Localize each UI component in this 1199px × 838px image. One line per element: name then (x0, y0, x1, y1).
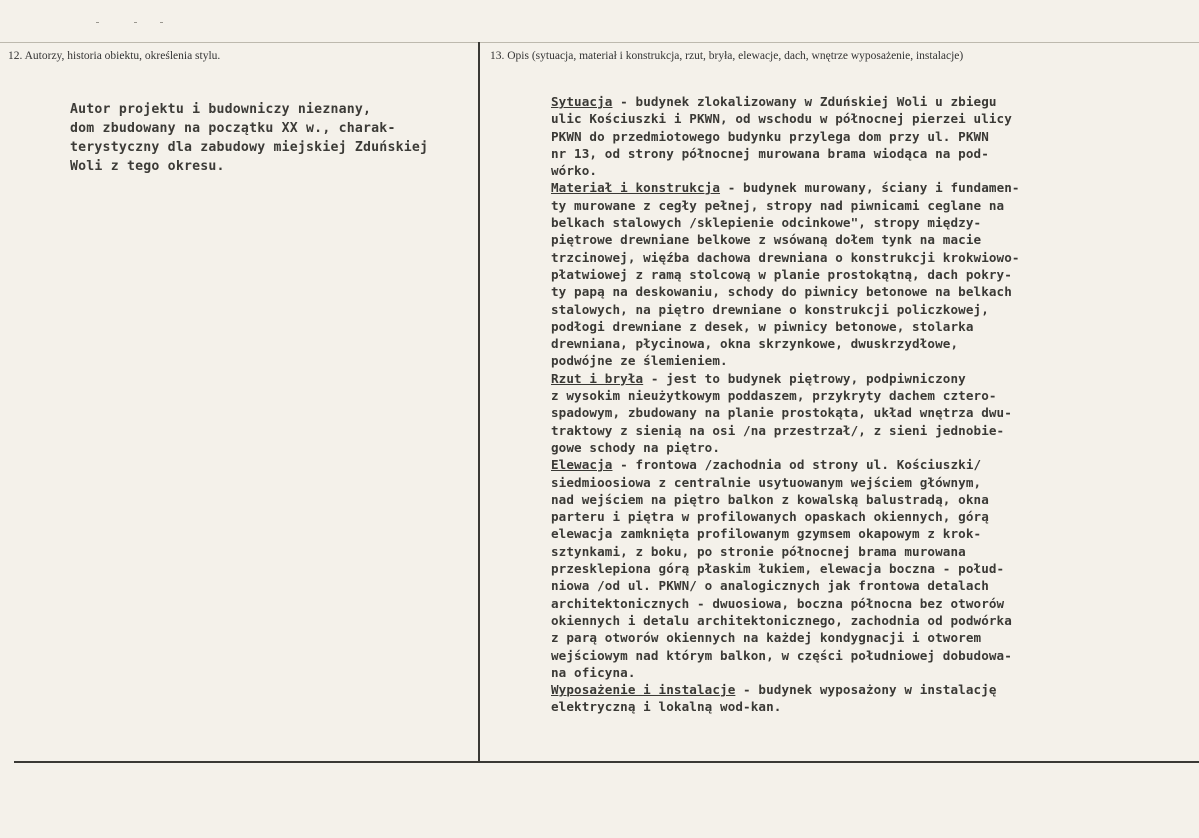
field-13-line (551, 664, 1196, 681)
section-text: ulic Kościuszki i PKWN, od wschodu w północnej pierzei ulicy (551, 111, 1012, 127)
section-text: okiennych i detalu architektonicznego, zachodnia od podwórka (551, 612, 1012, 628)
section-text: - frontowa /zachodnia od strony ul. Kościuszki/ (612, 457, 982, 473)
field-13-line (551, 335, 1196, 352)
section-text: na oficyna. (551, 664, 636, 680)
section-text: siedmioosiowa z centralnie usytuowanym wejściem głównym, (551, 474, 982, 490)
field-13-line (551, 283, 1196, 300)
field-13-line (551, 595, 1196, 612)
section-text: wejściowym nad którym balkon, w części południowej dobudowa- (551, 647, 1012, 663)
section-text: piętrowe drewniane belkowe z wsówaną dołem tynk na macie (551, 232, 982, 248)
section-text: z parą otworów okiennych na każdej kondygnacji i otworem (551, 630, 982, 646)
field-13-line (551, 422, 1196, 439)
field-13-line (551, 508, 1196, 525)
field-13-line (551, 439, 1196, 456)
section-text: - budynek murowany, ściany i fundamen- (720, 180, 1020, 196)
section-text: ty murowane z cegły pełnej, stropy nad piwnicami ceglane na (551, 197, 1005, 213)
section-text: stalowych, na piętro drewniane o konstrukcji policzkowej, (551, 301, 989, 317)
field-13-line (551, 491, 1196, 508)
field-13-line (551, 474, 1196, 491)
section-text: - budynek wyposażony w instalację (735, 682, 997, 698)
field-13-line (551, 698, 1196, 715)
field-13-line (551, 179, 1196, 196)
field-13-line (551, 110, 1196, 127)
field-13-line (551, 145, 1196, 162)
section-text: podwójne ze ślemieniem. (551, 353, 728, 369)
section-text: PKWN do przedmiotowego budynku przylega dom przy ul. PKWN (551, 128, 989, 144)
field-13-line (551, 525, 1196, 542)
field-13-line (551, 577, 1196, 594)
field-13-line (551, 214, 1196, 231)
paper-speck (96, 22, 99, 23)
section-text: elewacja zamknięta profilowanym gzymsem okapowym z krok- (551, 526, 982, 542)
field-13-line (551, 370, 1196, 387)
field-12-line: Woli z tego okresu. (70, 159, 225, 174)
field-13-line (551, 266, 1196, 283)
section-text: elektryczną i lokalną wod-kan. (551, 699, 782, 715)
field-12-label: 12. Autorzy, historia obiektu, określenia stylu. (8, 50, 221, 62)
field-12-text (70, 100, 530, 176)
field-13-line (551, 543, 1196, 560)
header-rule (0, 42, 1199, 43)
field-13-line (551, 629, 1196, 646)
field-13-line (551, 404, 1196, 421)
field-13-line (551, 560, 1196, 577)
field-13-line (551, 128, 1196, 145)
field-13-line (551, 231, 1196, 248)
section-text: płatwiowej z ramą stolcową w planie prostokątną, dach pokry- (551, 266, 1012, 282)
field-13-line (551, 93, 1196, 110)
field-13-line (551, 301, 1196, 318)
paper-speck (160, 22, 163, 23)
section-text: niowa /od ul. PKWN/ o analogicznych jak frontowa detalach (551, 578, 989, 594)
paper-speck (134, 22, 137, 23)
section-text: spadowym, zbudowany na planie prostokąta, układ wnętrza dwu- (551, 405, 1012, 421)
field-13-line (551, 681, 1196, 698)
field-13-line (551, 647, 1196, 664)
field-13-line (551, 387, 1196, 404)
field-13-label: 13. Opis (sytuacja, materiał i konstrukcja, rzut, bryła, elewacje, dach, wnętrze wyposażenie, instalacje) (490, 50, 964, 62)
section-heading: Sytuacja (551, 94, 613, 109)
section-text: - jest to budynek piętrowy, podpiwniczony (643, 370, 966, 386)
section-text: traktowy z sienią na osi /na przestrzał/, z sieni jednobie- (551, 422, 1005, 438)
section-text: z wysokim nieużytkowym poddaszem, przykryty dachem cztero- (551, 388, 997, 404)
section-heading: Rzut i bryła (551, 370, 644, 386)
section-text: nad wejściem na piętro balkon z kowalską balustradą, okna (551, 491, 989, 507)
bottom-rule (14, 761, 1199, 763)
field-13-text (551, 93, 1196, 716)
section-text: przesklepiona górą płaskim łukiem, elewacja boczna - połud- (551, 561, 1005, 577)
section-text: belkach stalowych /sklepienie odcinkowe", stropy między- (551, 215, 982, 231)
field-13-line (551, 162, 1196, 179)
section-text: wórko. (551, 163, 598, 179)
field-13-line (551, 197, 1196, 214)
field-13-line (551, 612, 1196, 629)
field-13-line (551, 352, 1196, 369)
field-12-line: dom zbudowany na początku XX w., charak- (70, 121, 396, 136)
field-13-line (551, 318, 1196, 335)
section-heading: Elewacja (551, 457, 613, 473)
field-12-line: Autor projektu i budowniczy nieznany, (70, 102, 372, 117)
section-heading: Materiał i konstrukcja (551, 180, 721, 196)
field-13-line (551, 456, 1196, 473)
section-text: podłogi drewniane z desek, w piwnicy betonowe, stolarka (551, 318, 974, 334)
section-text: drewniana, płycinowa, okna skrzynkowe, dwuskrzydłowe, (551, 336, 959, 352)
field-13-line (551, 249, 1196, 266)
section-text: ty papą na deskowaniu, schody do piwnicy betonowe na belkach (551, 284, 1012, 300)
section-text: - budynek zlokalizowany w Zduńskiej Woli u zbiegu (612, 94, 997, 109)
section-text: architektonicznych - dwuosiowa, boczna północna bez otworów (551, 595, 1005, 611)
section-heading: Wyposażenie i instalacje (551, 682, 736, 698)
field-12-line: terystyczny dla zabudowy miejskiej Zduńskiej (70, 140, 429, 155)
section-text: sztynkami, z boku, po stronie północnej brama murowana (551, 543, 966, 559)
section-text: parteru i piętra w profilowanych opaskach okiennych, górą (551, 509, 989, 525)
section-text: nr 13, od strony północnej murowana brama wiodąca na pod- (551, 145, 989, 161)
section-text: trzcinowej, więźba dachowa drewniana o konstrukcji krokwiowo- (551, 249, 1020, 265)
section-text: gowe schody na piętro. (551, 439, 721, 455)
